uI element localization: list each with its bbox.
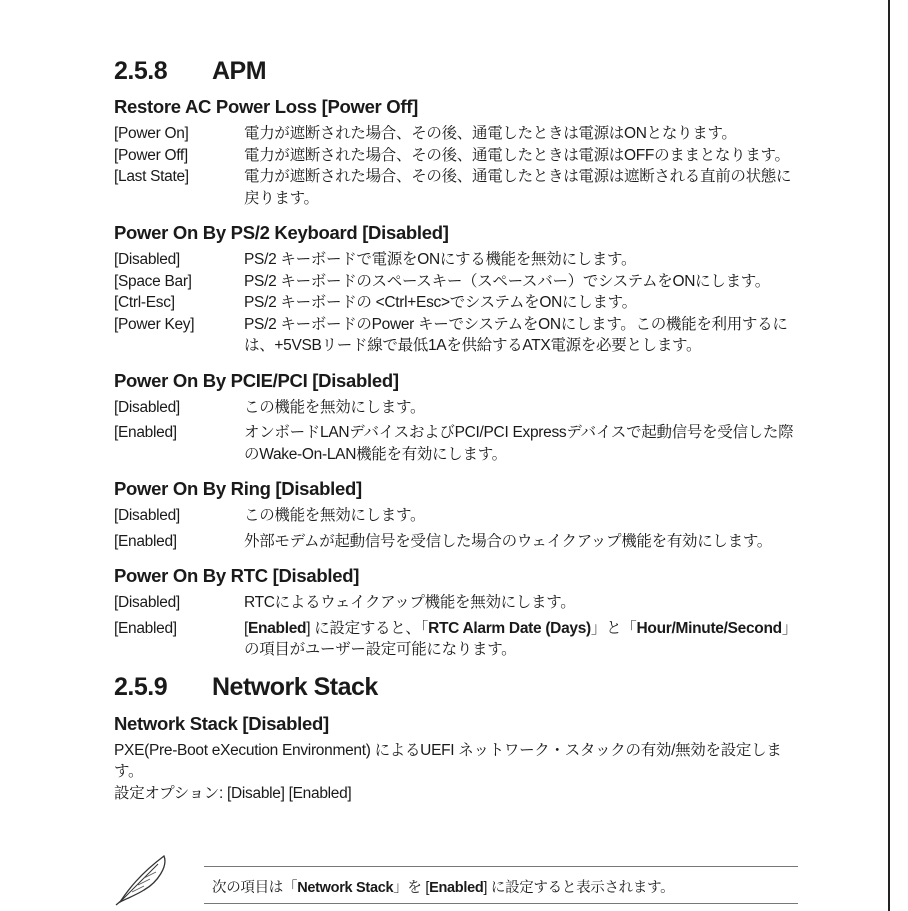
option-desc: この機能を無効にします。 [244, 398, 426, 416]
option-desc: 電力が遮断された場合、その後、通電したときは電源はOFFのままとなります。 [244, 146, 790, 164]
option-row [114, 123, 804, 145]
note-text: 次の項目は「Network Stack」を [Enabled] に設定すると表示されます。 [212, 880, 675, 896]
note-box [114, 852, 798, 907]
option-desc: PS/2 キーボードで電源をONにする機能を無効にします。 [244, 251, 637, 268]
network-stack-description: PXE(Pre-Boot eXecution Environment) によるUEFI ネットワーク・スタックの有効/無効を設定します。 [114, 741, 782, 780]
restore-ac-heading: Restore AC Power Loss [Power Off] [114, 96, 418, 117]
section-title: Network Stack [212, 673, 378, 701]
option-row [114, 505, 804, 527]
option-row [114, 397, 804, 419]
option-row [114, 422, 804, 465]
pcie-pci-heading: Power On By PCIE/PCI [Disabled] [114, 369, 399, 391]
option-key: [Enabled] [114, 424, 177, 441]
section-heading-apm [114, 54, 804, 88]
option-key: [Enabled] [114, 532, 177, 550]
manual-page [114, 54, 804, 804]
option-desc: オンボードLANデバイスおよびPCI/PCI Expressデバイスで起動信号を受信した際のWake-On-LAN機能を有効にします。 [244, 424, 794, 463]
option-row [114, 531, 804, 553]
option-key: [Enabled] [114, 619, 177, 637]
section-number: 2.5.9 [114, 673, 168, 701]
option-desc: PS/2 キーボードの <Ctrl+Esc>でシステムをONにします。 [244, 294, 637, 311]
network-stack-options: 設定オプション: [Disable] [Enabled] [114, 784, 352, 802]
option-key: [Disabled] [114, 251, 180, 268]
section-heading-network-stack [114, 671, 804, 705]
option-key: [Power Key] [114, 315, 195, 333]
page-edge-rule [888, 0, 890, 911]
option-key: [Disabled] [114, 594, 180, 611]
option-row [114, 145, 804, 167]
option-row [114, 592, 804, 614]
note-top-rule [204, 866, 798, 867]
option-desc: 外部モデムが起動信号を受信した場合のウェイクアップ機能を有効にします。 [244, 532, 772, 550]
option-desc: 電力が遮断された場合、その後、通電したときは電源は遮断される直前の状態に戻ります。 [244, 168, 792, 207]
option-row [114, 271, 804, 293]
rtc-heading: Power On By RTC [Disabled] [114, 565, 360, 586]
ring-heading: Power On By Ring [Disabled] [114, 478, 362, 499]
option-key: [Power Off] [114, 146, 188, 164]
option-key: [Power On] [114, 125, 189, 142]
section-title: APM [212, 56, 267, 85]
option-desc: 電力が遮断された場合、その後、通電したときは電源はONとなります。 [244, 125, 737, 142]
section-number: 2.5.8 [114, 56, 168, 85]
option-row [114, 166, 804, 209]
option-key: [Space Bar] [114, 272, 192, 290]
option-desc: PS/2 キーボードのスペースキー（スペースバー）でシステムをONにします。 [244, 272, 770, 290]
option-key: [Disabled] [114, 507, 180, 524]
option-row [114, 314, 804, 357]
option-key: [Ctrl-Esc] [114, 294, 175, 311]
option-key: [Last State] [114, 168, 189, 185]
option-row [114, 292, 804, 314]
option-row [114, 618, 804, 661]
option-desc: PS/2 キーボードのPower キーでシステムをONにします。この機能を利用するには、+5VSBリード線で最低1Aを供給するATX電源を必要とします。 [244, 315, 788, 354]
note-bottom-rule [204, 903, 798, 904]
option-desc: RTCによるウェイクアップ機能を無効にします。 [244, 594, 576, 611]
option-row [114, 249, 804, 271]
option-desc: [Enabled] に設定すると、「RTC Alarm Date (Days)」と「Hour/Minute/Second」の項目がユーザー設定可能になります。 [244, 619, 798, 658]
feather-pen-icon [114, 852, 174, 907]
ps2-keyboard-heading: Power On By PS/2 Keyboard [Disabled] [114, 222, 449, 243]
network-stack-heading: Network Stack [Disabled] [114, 712, 329, 734]
option-desc: この機能を無効にします。 [244, 507, 426, 524]
option-key: [Disabled] [114, 398, 180, 416]
